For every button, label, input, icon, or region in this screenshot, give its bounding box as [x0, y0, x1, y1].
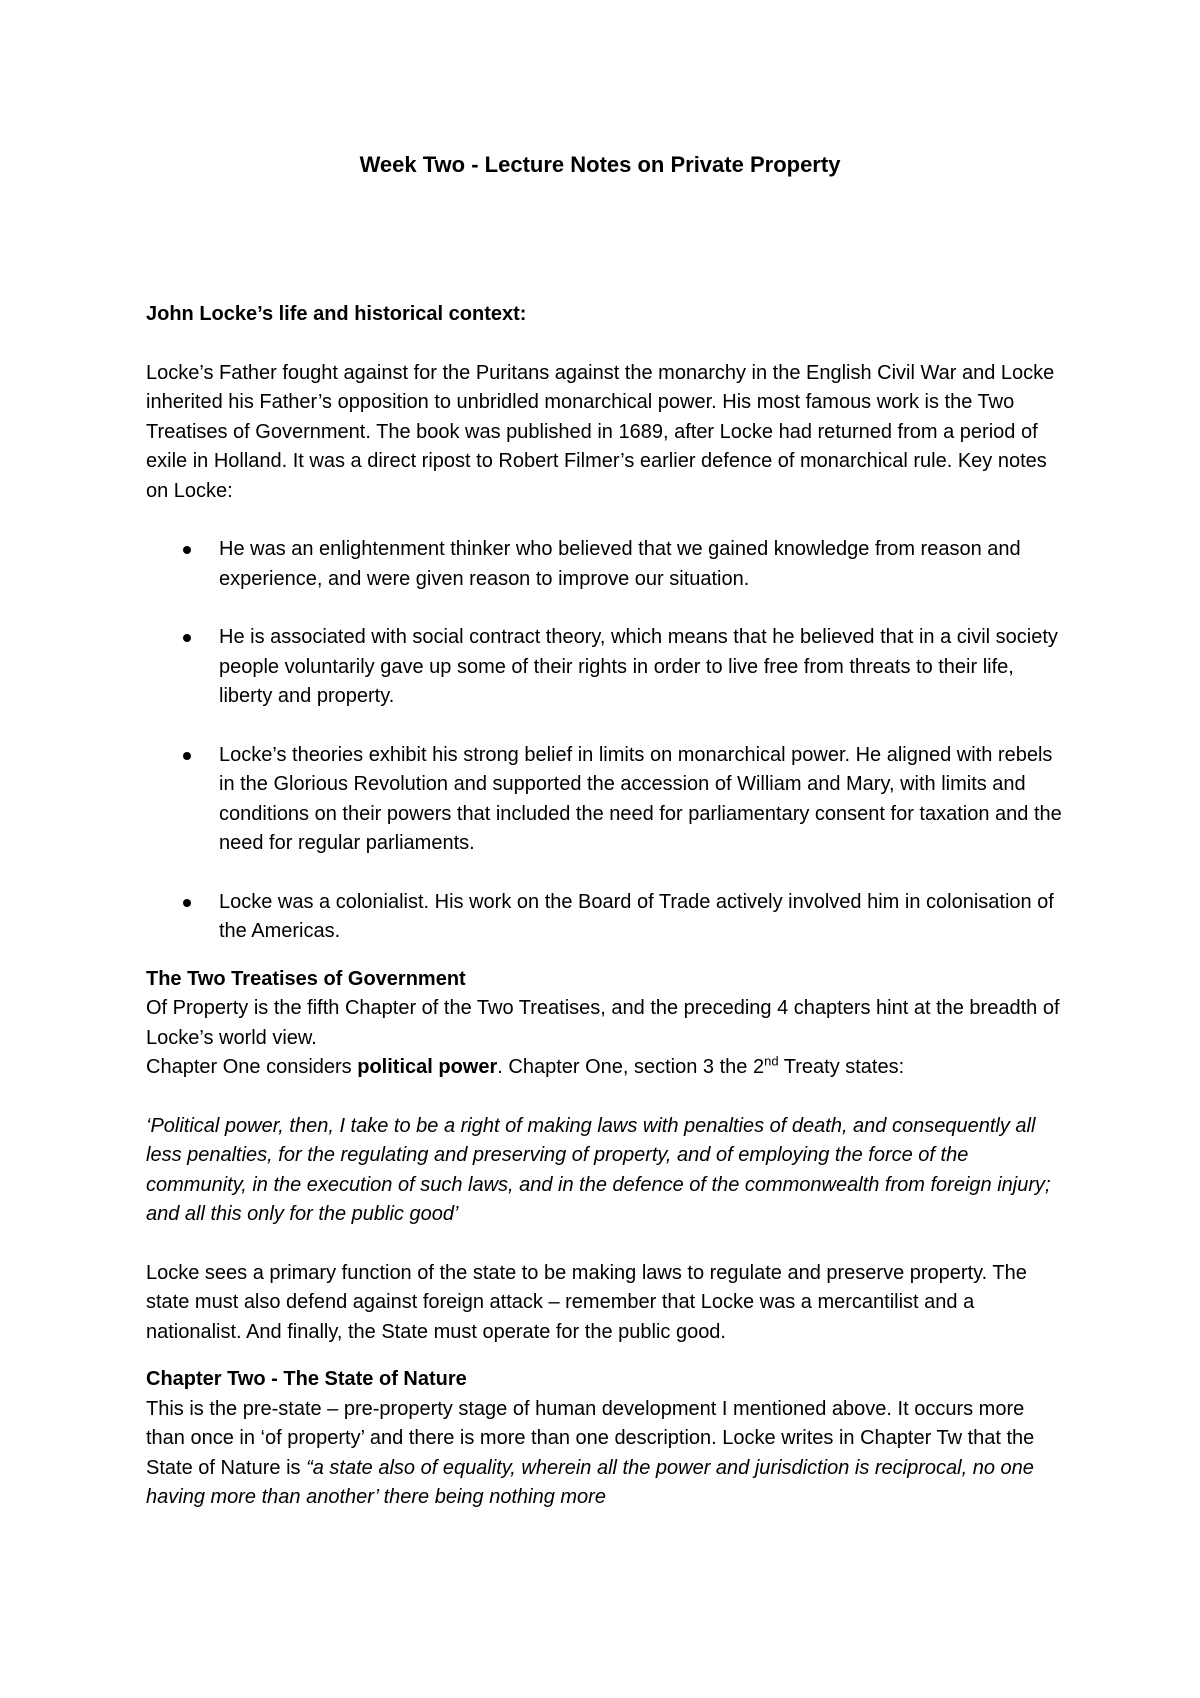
- bullet-icon: [183, 546, 191, 554]
- spacer: [146, 1083, 1066, 1112]
- ordinal-superscript: nd: [764, 1053, 779, 1069]
- spacer: [146, 1230, 1066, 1259]
- section-heading-locke-life: John Locke’s life and historical context:: [146, 303, 527, 325]
- list-item: [146, 888, 1066, 947]
- section-heading-state-of-nature: Chapter Two - The State of Nature: [146, 1368, 467, 1390]
- page-title: Week Two - Lecture Notes on Private Property: [359, 152, 841, 177]
- chapter-one-line: [146, 1053, 1066, 1083]
- list-item: [146, 535, 1066, 594]
- intro-paragraph: Locke’s Father fought against for the Puritans against the monarchy in the English Civil War and Locke inherited his Father’s opposition to unbridled monarchical power. His most famous work is the Two Treatises of Government. The book was published in 1689, after Locke had returned from a period of exile in Holland. It was a direct ripost to Robert Filmer’s earlier defence of monarchical rule. Key notes on Locke:: [146, 361, 1055, 502]
- spacer: [146, 330, 1066, 359]
- list-item-text: He was an enlightenment thinker who believed that we gained knowledge from reason and experience, and were given reason to improve our situation.: [219, 538, 1021, 590]
- chapter-one-text-b: . Chapter One, section 3 the 2: [497, 1056, 765, 1078]
- state-of-nature-text: This is the pre-state – pre-property stage of human development I mentioned above. It occurs more than once in ‘of property’ and there is more than one description. Locke writes in Chapter Tw that the State of Nature is: [146, 1397, 1035, 1479]
- chapter-one-text-c: Treaty states:: [778, 1056, 905, 1078]
- treatises-paragraph: Of Property is the fifth Chapter of the Two Treatises, and the preceding 4 chapters hint at the breadth of Locke’s world view.: [146, 997, 1060, 1049]
- bullet-icon: [183, 634, 191, 642]
- key-notes-list: [146, 535, 1066, 947]
- bullet-icon: [183, 752, 191, 760]
- spacer: [146, 1347, 1066, 1365]
- list-item-text: Locke was a colonialist. His work on the Board of Trade actively involved him in colonisation of the Americas.: [219, 890, 1054, 942]
- political-power-term: political power: [357, 1056, 498, 1078]
- bullet-icon: [183, 899, 191, 907]
- spacer: [146, 506, 1066, 535]
- list-item-text: Locke’s theories exhibit his strong belief in limits on monarchical power. He aligned with rebels in the Glorious Revolution and supported the accession of William and Mary, with limits and conditions on their powers that included the need for parliamentary consent for taxation and the need for regular parliaments.: [219, 743, 1062, 854]
- political-power-quote: ‘Political power, then, I take to be a right of making laws with penalties of death, and consequently all less penalties, for the regulating and preserving of property, and of employing the force of the community, in the execution of such laws, and in the defence of the commonwealth from foreign injury; and all this only for the public good’: [146, 1114, 1051, 1225]
- chapter-one-text-a: Chapter One considers: [146, 1056, 358, 1078]
- list-item: [146, 623, 1066, 712]
- state-of-nature-quote: “a state also of equality, wherein all the power and jurisdiction is reciprocal, no one having more than another’ there being nothing more: [146, 1456, 1034, 1508]
- list-item: [146, 741, 1066, 859]
- document-body: [146, 300, 1066, 1513]
- section-heading-two-treatises: The Two Treatises of Government: [146, 967, 466, 990]
- state-function-paragraph: Locke sees a primary function of the state to be making laws to regulate and preserve property. The state must also defend against foreign attack – remember that Locke was a mercantilist and a nationalist. And finally, the State must operate for the public good.: [146, 1261, 1027, 1343]
- list-item-text: He is associated with social contract theory, which means that he believed that in a civil society people voluntarily gave up some of their rights in order to live free from threats to their life, liberty and property.: [219, 626, 1058, 707]
- state-of-nature-paragraph: [146, 1395, 1066, 1513]
